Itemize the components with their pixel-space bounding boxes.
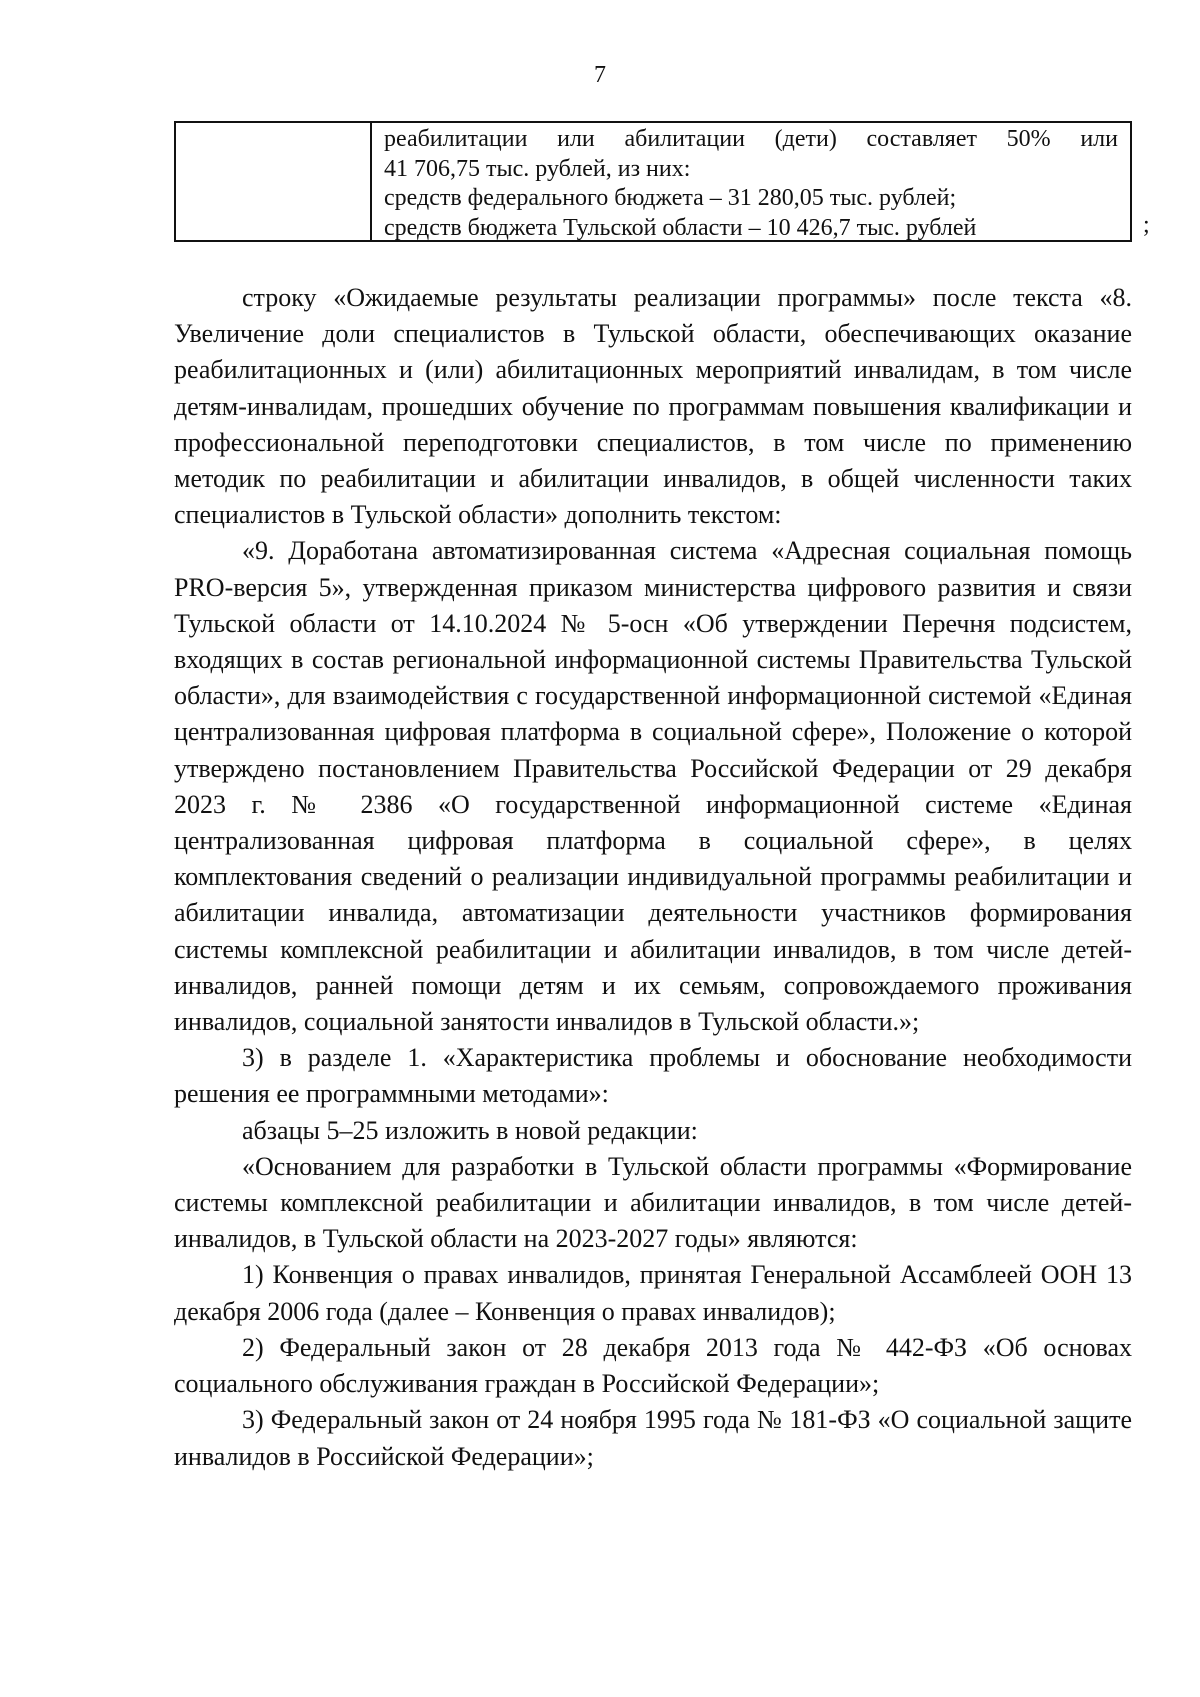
page-number: 7 (594, 62, 606, 88)
paragraph-item-9: «9. Доработана автоматизированная система «Адресная социальная помощь PRO-версия 5», утвержденная приказом министерства цифрового развития и связи Тульской области от 14.10.2024 № 5-осн «Об утверждении Перечня подсистем, входящих в состав региональной информационной системы Правительства Тульской области», для взаимодействия с государственной информационной системой «Единая централизованная цифровая платформа в социальной сфере», Положение о которой утверждено постановлением Правительства Российской Федерации от 29 декабря 2023 г. № 2386 «О государственной информационной системе «Единая централизованная цифровая платформа в социальной сфере», в целях комплектования сведений о реализации индивидуальной программы реабилитации и абилитации инвалида, автоматизации деятельности участников формирования системы комплексной реабилитации и абилитации инвалидов, в том числе детей-инвалидов, ранней помощи детям и их семьям, сопровождаемого проживания инвалидов, социальной занятости инвалидов в Тульской области.»; (174, 536, 1132, 1037)
table-line: 41 706,75 тыс. рублей, из них: (384, 155, 691, 182)
paragraph-abzacy: абзацы 5–25 изложить в новой редакции: (242, 1115, 698, 1145)
table-cell-right (372, 123, 1130, 240)
paragraph-osnovaniem: «Основанием для разработки в Тульской области программы «Формирование системы комплексной реабилитации и абилитации инвалидов, в том числе детей-инвалидов, в Тульской области на 2023-2027 годы» являются: (174, 1151, 1132, 1254)
document-body (174, 280, 1132, 1475)
paragraph-law-1: 1) Конвенция о правах инвалидов, принятая Генеральной Ассамблеей ООН 13 декабря 2006 года (далее – Конвенция о правах инвалидов); (174, 1260, 1132, 1326)
paragraph-section-1: 3) в разделе 1. «Характеристика проблемы и обоснование необходимости решения ее программными методами»: (174, 1043, 1132, 1109)
table-trailing-semicolon: ; (1143, 212, 1150, 238)
funding-table (174, 121, 1132, 242)
paragraph-expected-results: строку «Ожидаемые результаты реализации программы» после текста «8. Увеличение доли специалистов в Тульской области, обеспечивающих оказание реабилитационных и (или) абилитационных мероприятий инвалидам, в том числе детям-инвалидам, прошедших обучение по программам повышения квалификации и профессиональной переподготовки специалистов, в том числе по применению методик по реабилитации и абилитации инвалидов, в общей численности таких специалистов в Тульской области» дополнить текстом: (174, 283, 1132, 530)
paragraph-law-2: 2) Федеральный закон от 28 декабря 2013 года № 442-ФЗ «Об основах социального обслуживания граждан в Российской Федерации»; (174, 1332, 1132, 1399)
table-line: реабилитации или абилитации (дети) составляет 50% или (384, 126, 1118, 152)
paragraph-law-3: 3) Федеральный закон от 24 ноября 1995 года № 181-ФЗ «О социальной защите инвалидов в Российской Федерации»; (174, 1405, 1132, 1471)
table-line: средств федерального бюджета – 31 280,05 тыс. рублей; (384, 185, 957, 211)
table-cell-left (176, 123, 372, 240)
table-line: средств бюджета Тульской области – 10 426,7 тыс. рублей (384, 214, 977, 241)
